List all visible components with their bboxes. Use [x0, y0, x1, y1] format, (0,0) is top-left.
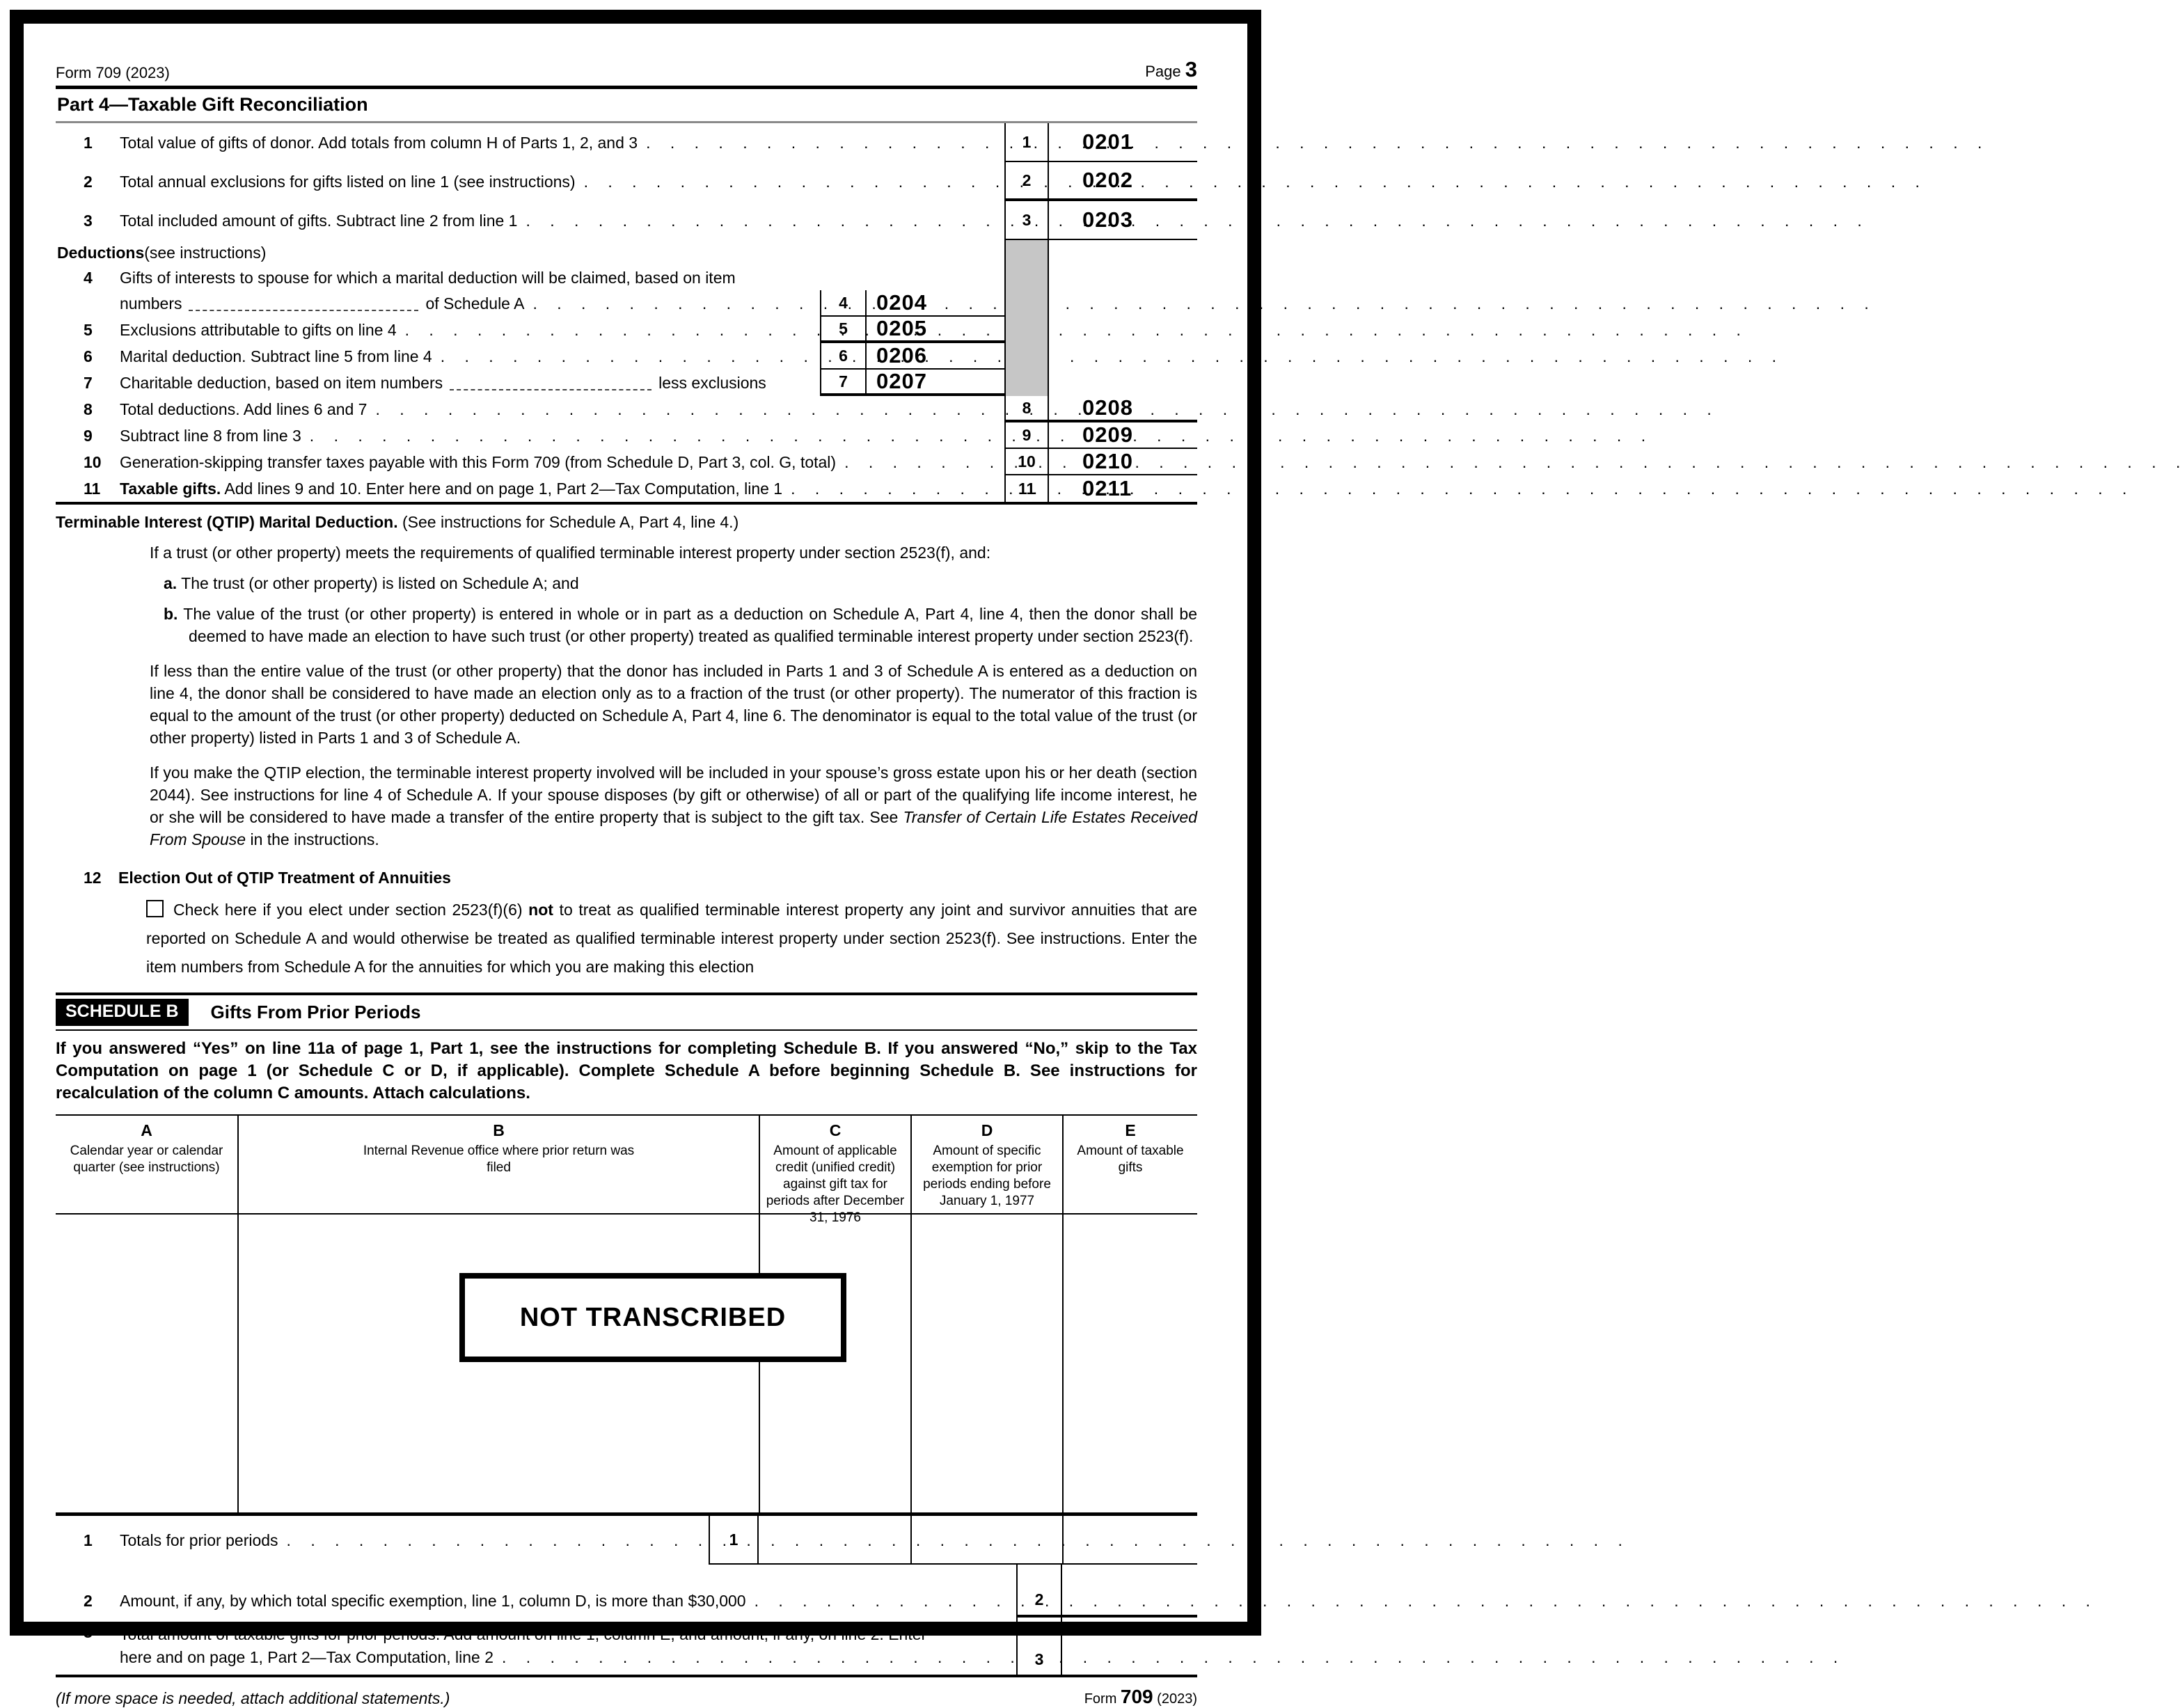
- qtip-intro: If a trust (or other property) meets the requirements of qualified terminable interest property under section 2523(f), and:: [150, 544, 991, 562]
- line-2-amount-field[interactable]: [1062, 1565, 1197, 1618]
- part4-line-4: numbers of Schedule A . . . 4 0204: [56, 290, 1004, 317]
- body-cell-b[interactable]: [237, 1215, 759, 1512]
- qtip-paragraph-2: If less than the entire value of the trust (or other property) that the donor has included in Parts 1 and 3 of Schedule A is entered as a deduction on line 4, the donor shall be considered to have made an election only as to a fraction of the trust (or other property). The numerator of this fraction is equal to the amount of the trust (or other property) deducted on Schedule A, Part 4, line 6. The denominator is equal to the total value of the trust (or other property) listed in Parts 1 and 3 of Schedule A.: [150, 662, 1197, 747]
- page-number: Page 3: [1145, 57, 1197, 81]
- line-7-item-numbers-field[interactable]: [450, 375, 651, 390]
- part4-line-1: [56, 123, 1197, 162]
- deductions-block: [56, 240, 1197, 396]
- line-11-value-field[interactable]: 0211: [1082, 476, 1132, 500]
- line-9-box-number: 9: [1006, 422, 1049, 448]
- body-cell-e[interactable]: [1062, 1215, 1197, 1512]
- dot-leader: [524, 294, 820, 313]
- line-2-value-field[interactable]: 0202: [1082, 168, 1133, 192]
- shaded-cell: [1006, 240, 1049, 396]
- schedule-b-header: [56, 993, 1197, 1031]
- line-12-election-text: Check here if you elect under section 2523(f)(6) not to treat as qualified terminable interest property any joint and survivor annuities that are reported on Schedule A and would otherwise be treated as qualified terminable interest property under section 2523(f). See instructions. Enter the item numbers from Schedule A for the annuities for which you are making this election: [146, 901, 1197, 976]
- line-1-col-c-field[interactable]: [759, 1516, 910, 1565]
- qtip-election-checkbox[interactable]: [146, 900, 164, 917]
- schedule-b-line-3: 3 Total amount of taxable gifts for prior periods. Add amount on line 1, column E, and amount, if any, on line 2. Enter here and on page 1, Part 2—Tax Computation, line 2 . . . 3: [56, 1618, 1197, 1677]
- line-3-value-field[interactable]: 0203: [1082, 207, 1133, 232]
- line-2-box-number: 2: [1006, 162, 1049, 198]
- part4-line-8: 8 Total deductions. Add lines 6 and 7 . . . 8 0208: [56, 396, 1197, 422]
- line-text: Total included amount of gifts. Subtract line 2 from line 1: [120, 211, 518, 230]
- part4-title: Part 4—Taxable Gift Reconciliation: [56, 89, 1197, 123]
- dot-leader: [278, 1531, 709, 1550]
- dot-leader: [517, 212, 1004, 230]
- table-body: [56, 1215, 1197, 1516]
- line-6-box-number: 6: [821, 343, 867, 368]
- line-4-text: 4 Gifts of interests to spouse for which a marital deduction will be claimed, based on item: [84, 268, 736, 287]
- not-transcribed-stamp: NOT TRANSCRIBED: [459, 1273, 846, 1362]
- body-cell-c[interactable]: [759, 1215, 910, 1512]
- line-8-value-field[interactable]: 0208: [1082, 395, 1133, 420]
- deductions-heading: Deductions (see instructions): [57, 243, 267, 262]
- dot-leader: [638, 134, 1004, 152]
- dot-leader: [746, 1592, 1016, 1611]
- line-12-section: [56, 869, 1197, 981]
- line-8-box-number: 8: [1006, 396, 1049, 420]
- part4-line-6: 6 Marital deduction. Subtract line 5 from line 4 . . . 6 0206: [56, 343, 1004, 370]
- line-1-col-e-field[interactable]: [1062, 1516, 1197, 1565]
- column-header-c: C Amount of applicable credit (unified credit) against gift tax for periods after December 31, 1976: [759, 1116, 910, 1213]
- part4-line-10: 10 Generation-skipping transfer taxes payable with this Form 709 (from Schedule D, Part 3, col. G, total) . . . 10 0210: [56, 449, 1197, 475]
- dot-leader: [836, 453, 1004, 472]
- line-9-value-field[interactable]: 0209: [1082, 422, 1133, 447]
- table-header-row: [56, 1116, 1197, 1225]
- line-7-value-field[interactable]: 0207: [876, 369, 927, 393]
- schb-line-2-box-number: 2: [1016, 1565, 1062, 1618]
- qtip-item-a: a. The trust (or other property) is listed on Schedule A; and: [164, 574, 579, 592]
- part4-line-11: 11 Taxable gifts. Add lines 9 and 10. Enter here and on page 1, Part 2—Tax Computation, line 1 . . . 11 0211: [56, 475, 1197, 502]
- part4-line-9: 9 Subtract line 8 from line 3 . . . 9 0209: [56, 422, 1197, 449]
- qtip-item-b: b. The value of the trust (or other property) is entered in whole or in part as a deduction on Schedule A, Part 4, line 4, then the donor shall be deemed to have made an election to have such trust (or other property) treated as qualified terminable interest property under section 2523(f).: [164, 605, 1197, 645]
- line-number: 2: [84, 172, 93, 191]
- body-cell-d[interactable]: [910, 1215, 1062, 1512]
- schedule-b-line-1: 1 Totals for prior periods . . . 1: [56, 1516, 1197, 1565]
- line-number: 12: [84, 869, 102, 887]
- line-3-box-number: 3: [1006, 201, 1049, 239]
- dot-leader: [493, 1646, 1016, 1669]
- page-header: [56, 57, 1197, 86]
- line-number: 3: [84, 211, 93, 230]
- line-12-heading: Election Out of QTIP Treatment of Annuities: [118, 869, 451, 887]
- form-id: Form 709 (2023): [56, 64, 170, 81]
- line-10-box-number: 10: [1006, 449, 1049, 474]
- dot-leader: [782, 480, 1004, 498]
- schedule-b-table: [56, 1114, 1197, 1677]
- line-11-box-number: 11: [1006, 475, 1049, 502]
- schedule-b-badge: SCHEDULE B: [56, 999, 189, 1026]
- column-header-b: B Internal Revenue office where prior return was filed: [237, 1116, 759, 1213]
- line-4-value-field[interactable]: 0204: [876, 290, 927, 315]
- line-4-item-numbers-field[interactable]: [189, 296, 418, 311]
- dot-leader: [367, 400, 1004, 419]
- part4-line-2: [56, 162, 1197, 201]
- dot-leader: [432, 347, 820, 366]
- footer-note: (If more space is needed, attach additional statements.): [56, 1689, 450, 1707]
- line-1-col-d-field[interactable]: [910, 1516, 1062, 1565]
- line-1-value-field[interactable]: 0201: [1082, 129, 1133, 154]
- part4-line-5: 5 Exclusions attributable to gifts on line 4 . . . 5 0205: [56, 317, 1004, 343]
- schedule-b-instructions: If you answered “Yes” on line 11a of page 1, Part 1, see the instructions for completing Schedule B. If you answered “No,” skip to the Tax Computation on page 1 (or Schedule C or D, if applicable). Complete Schedule A before beginning Schedule B. See instructions for recalculation of the column C amounts. Attach calculations.: [56, 1039, 1197, 1102]
- line-text: Total value of gifts of donor. Add totals from column H of Parts 1, 2, and 3: [120, 133, 638, 152]
- line-7-box-number: 7: [821, 370, 867, 393]
- qtip-heading: Terminable Interest (QTIP) Marital Deduction. (See instructions for Schedule A, Part 4, line 4.): [56, 513, 739, 531]
- footer-form-id: Form 709 (2023): [1084, 1686, 1197, 1707]
- empty-amount-cell: [1049, 240, 1197, 396]
- column-header-e: E Amount of taxable gifts: [1062, 1116, 1197, 1213]
- schedule-b-line-2: 2 Amount, if any, by which total specific exemption, line 1, column D, is more than $30,000 . . . 2: [56, 1565, 1197, 1618]
- page-footer: [56, 1686, 1197, 1708]
- line-1-box-number: 1: [1006, 123, 1049, 161]
- schedule-b-title: Gifts From Prior Periods: [210, 1002, 421, 1022]
- dot-leader: [301, 427, 1004, 445]
- line-5-value-field[interactable]: 0205: [876, 316, 927, 340]
- column-header-a: A Calendar year or calendar quarter (see instructions): [70, 1121, 223, 1175]
- line-3-amount-field[interactable]: [1062, 1618, 1197, 1675]
- line-5-box-number: 5: [821, 317, 867, 340]
- qtip-paragraph-3: If you make the QTIP election, the terminable interest property involved will be included in your spouse’s gross estate upon his or her death (section 2044). See instructions for line 4 of Schedule A. If your spouse disposes (by gift or otherwise) of all or part of the qualifying life income interest, he or she will be considered to have made a transfer of the entire property that is subject to the gift tax. See Transfer of Certain Life Estates Received From Spouse in the instructions.: [150, 764, 1197, 848]
- line-number: 1: [84, 133, 93, 152]
- line-6-value-field[interactable]: 0206: [876, 343, 927, 367]
- part4-line-3: [56, 201, 1197, 240]
- column-header-d: D Amount of specific exemption for prior periods ending before January 1, 1977: [910, 1116, 1062, 1213]
- dot-leader: [576, 173, 1004, 191]
- line-4-box-number: 4: [821, 290, 867, 315]
- line-text: Total annual exclusions for gifts listed on line 1 (see instructions): [120, 172, 576, 191]
- dot-leader: [397, 321, 820, 340]
- line-10-value-field[interactable]: 0210: [1082, 449, 1133, 473]
- part4-lower-lines: [56, 396, 1197, 505]
- schb-line-1-box-number: 1: [709, 1516, 759, 1565]
- schb-line-3-box-number: 3: [1016, 1618, 1062, 1675]
- body-cell-a[interactable]: [56, 1215, 237, 1512]
- qtip-section: [56, 513, 1197, 851]
- part4-line-7: 7 Charitable deduction, based on item numbers less exclusions 7 0207: [56, 370, 1004, 396]
